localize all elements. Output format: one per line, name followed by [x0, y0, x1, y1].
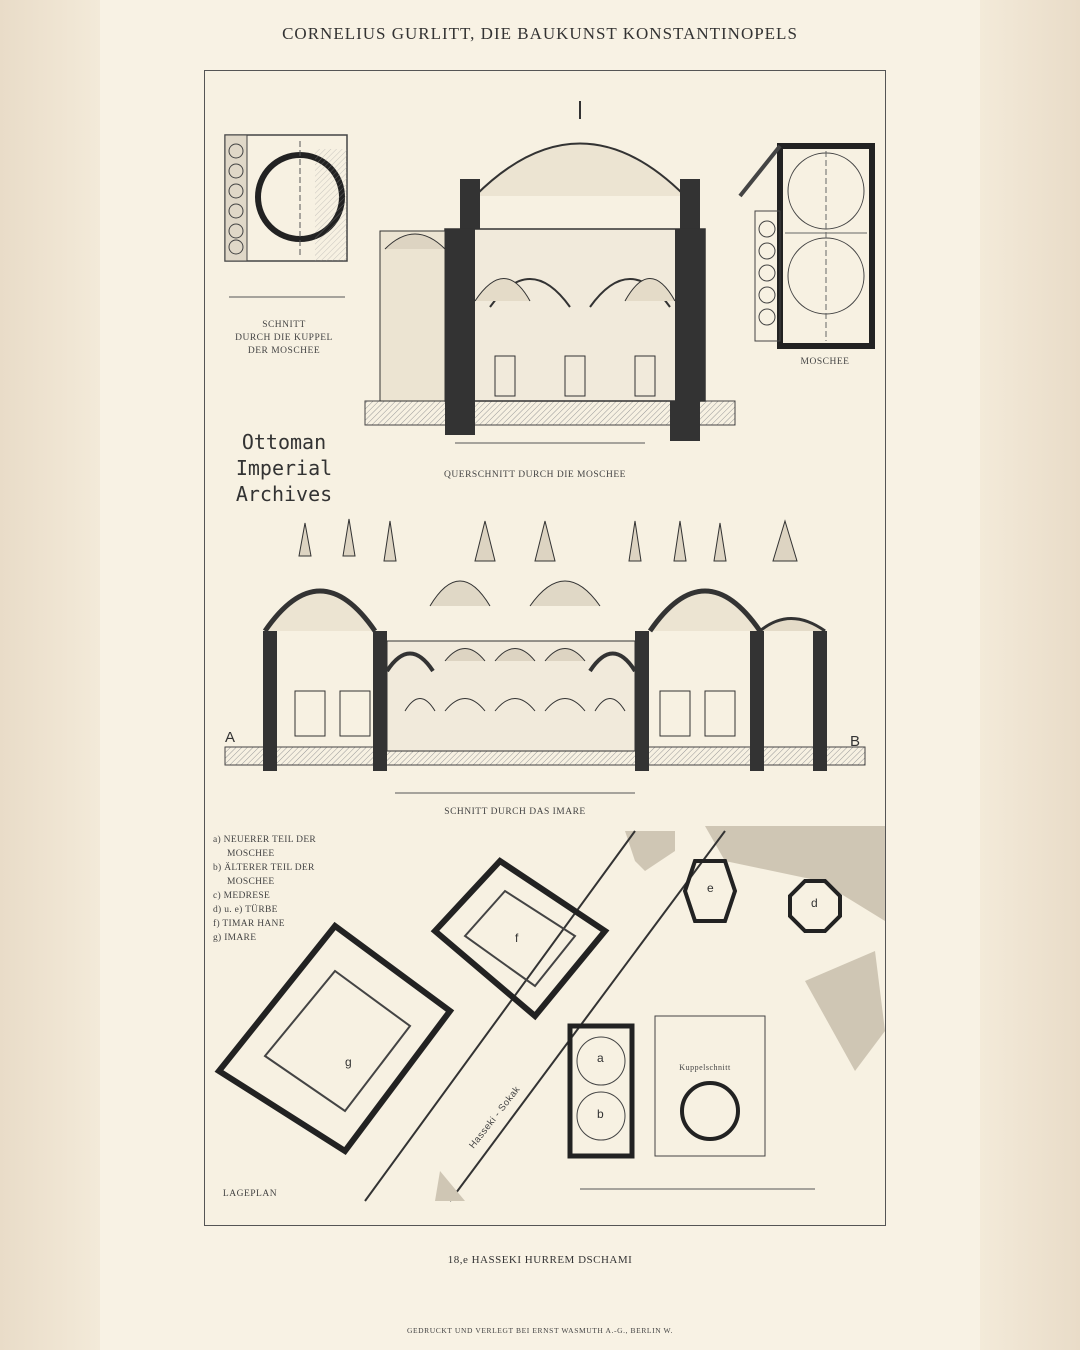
kuppel-label: Kuppelschnitt: [679, 1063, 731, 1072]
mosque-plan-drawing: [740, 146, 872, 346]
plate-title: 18,e HASSEKI HURREM DSCHAMI: [447, 1254, 633, 1266]
plan-letter-e: e: [707, 881, 714, 895]
plate-header: CORNELIUS GURLITT, DIE BAUKUNST KONSTANTINOPELS: [282, 24, 798, 43]
imaret-section-drawing: [225, 519, 865, 793]
legend-item: b) ÄLTERER TEIL DER: [213, 863, 315, 873]
site-plan-legend: [213, 833, 316, 945]
street-label: Hasseki - Sokak: [467, 1084, 523, 1151]
cross-section-caption: QUERSCHNITT DURCH DIE MOSCHEE: [444, 470, 626, 480]
imaret-section-caption: SCHNITT DURCH DAS IMARE: [444, 807, 586, 817]
plate-sheet: [100, 0, 980, 1350]
plan-letter-d: d: [811, 896, 818, 910]
dome-section-caption: SCHNITT DURCH DIE KUPPEL DER MOSCHEE: [235, 320, 333, 356]
section-marker-b: B: [850, 733, 861, 750]
site-plan-drawing: [219, 826, 885, 1201]
legend-item: d) u. e) TÜRBE: [213, 905, 278, 915]
legend-item: MOSCHEE: [227, 849, 275, 859]
legend-item: a) NEUERER TEIL DER: [213, 835, 317, 845]
architectural-drawings: [205, 71, 885, 1225]
publisher-footer: GEDRUCKT UND VERLEGT BEI ERNST WASMUTH A.-G., BERLIN W.: [406, 1326, 674, 1335]
mosque-plan-caption: MOSCHEE: [800, 357, 850, 367]
plan-letter-f: f: [515, 931, 519, 945]
section-marker-a: A: [225, 729, 236, 746]
legend-item: MOSCHEE: [227, 877, 275, 887]
right-blur-margin: [980, 0, 1080, 1350]
dome-plan-drawing: [225, 135, 347, 297]
plan-letter-a: a: [597, 1051, 604, 1065]
legend-item: g) IMARE: [213, 933, 257, 943]
archive-watermark: Ottoman Imperial Archives: [235, 430, 333, 506]
mosque-cross-section-drawing: [365, 101, 735, 443]
legend-item: c) MEDRESE: [213, 891, 271, 901]
legend-item: f) TIMAR HANE: [213, 919, 285, 929]
plan-letter-g: g: [345, 1055, 352, 1069]
left-blur-margin: [0, 0, 100, 1350]
site-plan-caption: LAGEPLAN: [222, 1189, 278, 1199]
plan-letter-b: b: [597, 1107, 604, 1121]
plate-frame: [204, 70, 886, 1226]
